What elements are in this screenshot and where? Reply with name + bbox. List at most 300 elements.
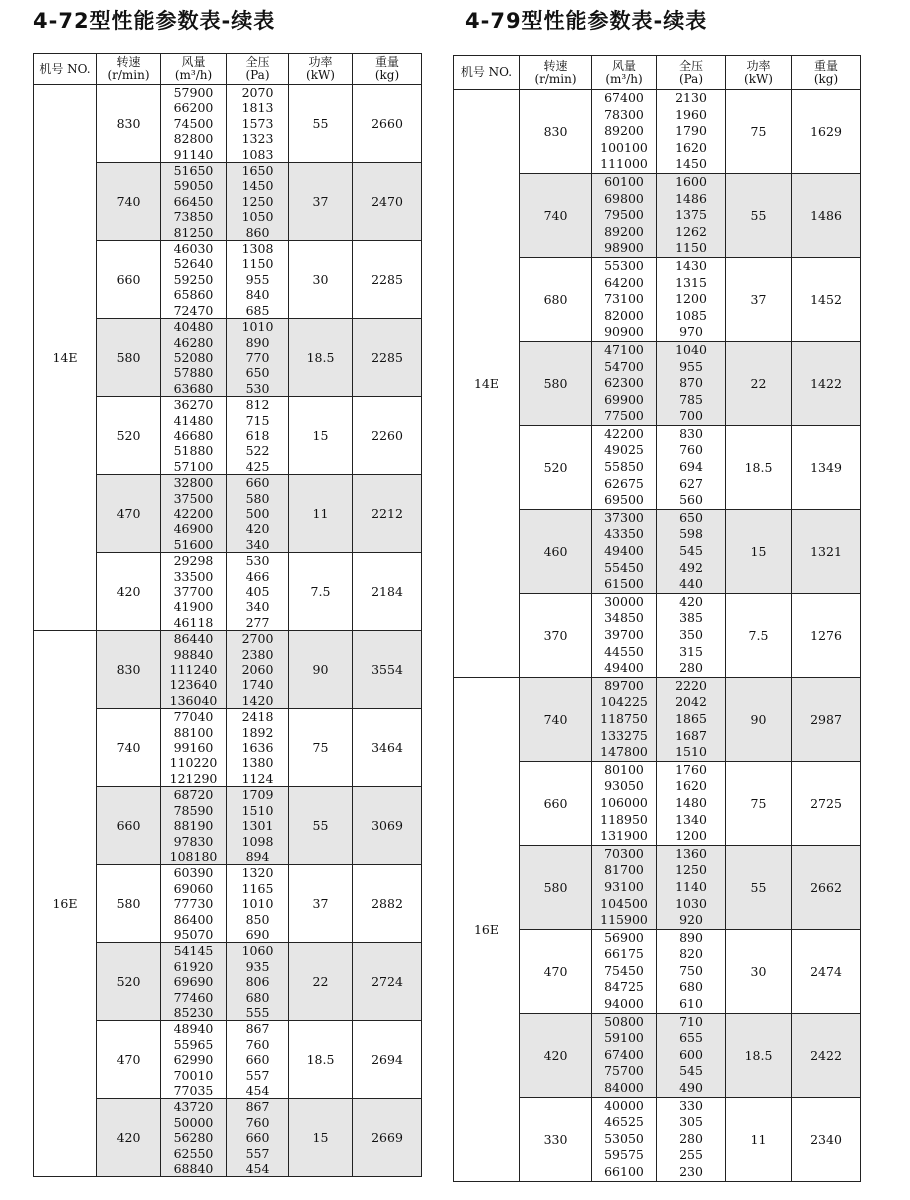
pressure-value: 557 xyxy=(245,1145,270,1161)
pressure-value: 760 xyxy=(245,1114,270,1130)
flow-value: 43720 xyxy=(173,1099,214,1115)
flow-value: 62990 xyxy=(173,1052,214,1068)
pressure-values xyxy=(227,475,289,553)
pressure-value: 935 xyxy=(245,958,270,974)
pressure-values xyxy=(657,845,726,929)
power-cell: 18.5 xyxy=(289,1021,353,1099)
pressure-value: 2380 xyxy=(241,646,274,662)
power-cell: 22 xyxy=(289,943,353,1021)
pressure-value: 890 xyxy=(245,334,270,350)
flow-value: 69690 xyxy=(173,974,214,990)
pressure-values xyxy=(657,425,726,509)
pressure-value: 598 xyxy=(679,526,703,542)
weight-cell: 1452 xyxy=(792,257,861,341)
power-cell: 18.5 xyxy=(726,425,792,509)
header-weight: 重量 (kg) xyxy=(353,54,422,85)
flow-value: 110220 xyxy=(169,755,218,771)
flow-values xyxy=(592,341,657,425)
pressure-value: 1250 xyxy=(675,862,707,878)
flow-value: 68720 xyxy=(173,787,214,803)
pressure-value: 700 xyxy=(679,408,703,424)
pressure-value: 1150 xyxy=(675,240,707,256)
pressure-value: 1420 xyxy=(241,692,274,708)
power-cell: 75 xyxy=(726,90,792,174)
flow-value: 46030 xyxy=(173,241,214,257)
pressure-value: 955 xyxy=(679,358,703,374)
weight-cell: 2882 xyxy=(353,865,422,943)
flow-value: 40000 xyxy=(604,1097,644,1113)
flow-value: 104500 xyxy=(600,895,648,911)
flow-value: 52640 xyxy=(173,256,214,272)
pressure-value: 1865 xyxy=(675,710,707,726)
power-cell: 7.5 xyxy=(726,593,792,677)
pressure-value: 690 xyxy=(245,926,270,942)
pressure-value: 555 xyxy=(245,1004,270,1020)
speed-cell: 460 xyxy=(520,509,592,593)
flow-value: 67400 xyxy=(604,90,644,105)
flow-values xyxy=(161,397,227,475)
flow-value: 61500 xyxy=(604,576,644,592)
pressure-value: 1030 xyxy=(675,895,707,911)
pressure-value: 1315 xyxy=(675,274,707,290)
pressure-value: 1510 xyxy=(241,802,274,818)
pressure-value: 760 xyxy=(245,1036,270,1052)
header-model: 机号 NO. xyxy=(34,54,97,85)
flow-value: 37700 xyxy=(173,584,214,599)
speed-cell: 580 xyxy=(97,865,161,943)
pressure-values xyxy=(657,593,726,677)
flow-value: 88190 xyxy=(173,818,214,834)
pressure-values xyxy=(227,943,289,1021)
pressure-value: 1486 xyxy=(675,190,707,206)
pressure-value: 650 xyxy=(245,365,270,381)
flow-value: 51600 xyxy=(173,536,214,552)
pressure-value: 750 xyxy=(679,962,703,978)
pressure-value: 710 xyxy=(679,1013,703,1029)
table-row xyxy=(454,90,861,174)
pressure-value: 1083 xyxy=(241,146,274,162)
pressure-value: 580 xyxy=(245,490,270,506)
flow-value: 54700 xyxy=(604,358,644,374)
pressure-value: 305 xyxy=(679,1114,703,1130)
speed-cell: 830 xyxy=(97,85,161,163)
pressure-value: 1010 xyxy=(241,896,274,912)
flow-value: 61920 xyxy=(173,958,214,974)
weight-cell: 2212 xyxy=(353,475,422,553)
table-title-4-79: 4-79型性能参数表-续表 xyxy=(465,9,708,33)
pressure-value: 1960 xyxy=(675,106,707,122)
pressure-value: 405 xyxy=(245,584,270,599)
flow-value: 52080 xyxy=(173,349,214,365)
pressure-value: 870 xyxy=(679,375,703,391)
power-cell: 37 xyxy=(726,257,792,341)
speed-cell: 580 xyxy=(520,845,592,929)
pressure-value: 660 xyxy=(245,1052,270,1068)
pressure-value: 1250 xyxy=(241,193,274,209)
flow-value: 68840 xyxy=(173,1161,214,1177)
pressure-value: 1375 xyxy=(675,207,707,223)
pressure-value: 545 xyxy=(679,543,703,559)
pressure-values xyxy=(657,1013,726,1097)
flow-value: 118750 xyxy=(600,710,648,726)
flow-value: 41480 xyxy=(173,412,214,428)
flow-value: 51880 xyxy=(173,443,214,459)
flow-value: 42200 xyxy=(604,425,644,441)
pressure-value: 1098 xyxy=(241,833,274,849)
pressure-value: 1340 xyxy=(675,811,707,827)
pressure-value: 1709 xyxy=(241,787,274,803)
weight-cell: 2470 xyxy=(353,163,422,241)
pressure-value: 500 xyxy=(245,505,270,521)
speed-cell: 470 xyxy=(520,929,592,1013)
flow-values xyxy=(161,709,227,787)
flow-value: 51650 xyxy=(173,163,214,179)
table-title-4-72: 4-72型性能参数表-续表 xyxy=(33,9,276,33)
power-cell: 75 xyxy=(289,709,353,787)
header-flow: 风量 (m³/h) xyxy=(592,56,657,90)
weight-cell: 3464 xyxy=(353,709,422,787)
flow-value: 46118 xyxy=(173,614,214,630)
flow-value: 57880 xyxy=(173,365,214,381)
pressure-value: 1760 xyxy=(675,761,707,777)
flow-value: 77040 xyxy=(173,709,214,725)
flow-value: 79500 xyxy=(604,207,644,223)
power-cell: 55 xyxy=(726,173,792,257)
pressure-value: 492 xyxy=(679,559,703,575)
header-weight: 重量 (kg) xyxy=(792,56,861,90)
table-row xyxy=(454,677,861,761)
weight-cell: 2694 xyxy=(353,1021,422,1099)
flow-value: 70010 xyxy=(173,1067,214,1083)
pressure-value: 530 xyxy=(245,553,270,569)
pressure-value: 830 xyxy=(679,425,703,441)
power-cell: 55 xyxy=(289,787,353,865)
flow-value: 56280 xyxy=(173,1130,214,1146)
pressure-value: 820 xyxy=(679,946,703,962)
pressure-value: 660 xyxy=(245,1130,270,1146)
pressure-values xyxy=(657,929,726,1013)
flow-value: 78590 xyxy=(173,802,214,818)
weight-cell: 2422 xyxy=(792,1013,861,1097)
pressure-value: 1320 xyxy=(241,865,274,881)
speed-cell: 740 xyxy=(520,677,592,761)
pressure-value: 1636 xyxy=(241,740,274,756)
pressure-value: 1740 xyxy=(241,677,274,693)
flow-value: 59575 xyxy=(604,1147,644,1163)
spec-table-4-72 xyxy=(33,53,422,1177)
weight-cell: 1349 xyxy=(792,425,861,509)
flow-value: 131900 xyxy=(600,828,648,844)
weight-cell: 2724 xyxy=(353,943,422,1021)
pressure-value: 1892 xyxy=(241,724,274,740)
flow-values xyxy=(592,509,657,593)
speed-cell: 520 xyxy=(97,943,161,1021)
pressure-value: 1124 xyxy=(241,770,274,786)
flow-value: 60100 xyxy=(604,173,644,189)
flow-value: 133275 xyxy=(600,727,648,743)
flow-value: 136040 xyxy=(169,692,218,708)
flow-value: 121290 xyxy=(169,770,218,786)
pressure-value: 685 xyxy=(245,302,270,318)
flow-value: 69900 xyxy=(604,391,644,407)
header-pressure: 全压 (Pa) xyxy=(227,54,289,85)
speed-cell: 520 xyxy=(520,425,592,509)
flow-value: 50800 xyxy=(604,1013,644,1029)
pressure-value: 385 xyxy=(679,610,703,626)
pressure-value: 655 xyxy=(679,1030,703,1046)
pressure-values xyxy=(227,241,289,319)
weight-cell: 2340 xyxy=(792,1097,861,1181)
flow-value: 80100 xyxy=(604,761,644,777)
flow-value: 73100 xyxy=(604,291,644,307)
pressure-value: 1380 xyxy=(241,755,274,771)
pressure-value: 812 xyxy=(245,397,270,413)
flow-value: 55965 xyxy=(173,1036,214,1052)
flow-value: 49025 xyxy=(604,442,644,458)
pressure-value: 1620 xyxy=(675,139,707,155)
flow-values xyxy=(592,677,657,761)
pressure-values xyxy=(657,257,726,341)
pressure-value: 2042 xyxy=(675,694,707,710)
speed-cell: 420 xyxy=(97,553,161,631)
flow-value: 77500 xyxy=(604,408,644,424)
flow-value: 75450 xyxy=(604,962,644,978)
weight-cell: 1629 xyxy=(792,90,861,174)
model-cell: 14E xyxy=(34,85,97,631)
power-cell: 30 xyxy=(289,241,353,319)
flow-value: 50000 xyxy=(173,1114,214,1130)
flow-value: 55450 xyxy=(604,559,644,575)
pressure-value: 255 xyxy=(679,1147,703,1163)
pressure-value: 694 xyxy=(679,459,703,475)
flow-values xyxy=(592,425,657,509)
header-speed: 转速 (r/min) xyxy=(97,54,161,85)
flow-value: 90900 xyxy=(604,324,644,340)
pressure-values xyxy=(657,90,726,174)
weight-cell: 1486 xyxy=(792,173,861,257)
pressure-values xyxy=(657,341,726,425)
pressure-value: 1308 xyxy=(241,241,274,257)
flow-value: 81700 xyxy=(604,862,644,878)
pressure-value: 894 xyxy=(245,848,270,864)
pressure-values xyxy=(227,1021,289,1099)
speed-cell: 830 xyxy=(520,90,592,174)
speed-cell: 660 xyxy=(97,241,161,319)
pressure-value: 1450 xyxy=(241,178,274,194)
pressure-value: 1140 xyxy=(675,878,707,894)
flow-values xyxy=(161,943,227,1021)
flow-value: 100100 xyxy=(600,139,648,155)
model-cell: 16E xyxy=(34,631,97,1177)
speed-cell: 740 xyxy=(520,173,592,257)
flow-value: 75700 xyxy=(604,1063,644,1079)
flow-value: 82000 xyxy=(604,307,644,323)
pressure-value: 277 xyxy=(245,614,270,630)
flow-values xyxy=(592,845,657,929)
table-body xyxy=(454,90,861,1182)
flow-values xyxy=(592,761,657,845)
pressure-value: 650 xyxy=(679,509,703,525)
flow-value: 72470 xyxy=(173,302,214,318)
flow-value: 55850 xyxy=(604,459,644,475)
flow-value: 46525 xyxy=(604,1114,644,1130)
pressure-value: 1085 xyxy=(675,307,707,323)
flow-values xyxy=(592,257,657,341)
flow-value: 66200 xyxy=(173,100,214,116)
flow-value: 69060 xyxy=(173,880,214,896)
pressure-value: 330 xyxy=(679,1097,703,1113)
pressure-value: 840 xyxy=(245,287,270,303)
speed-cell: 420 xyxy=(97,1099,161,1177)
weight-cell: 2669 xyxy=(353,1099,422,1177)
weight-cell: 1321 xyxy=(792,509,861,593)
pressure-values xyxy=(227,163,289,241)
model-cell: 16E xyxy=(454,677,520,1181)
pressure-value: 1687 xyxy=(675,727,707,743)
pressure-values xyxy=(657,677,726,761)
flow-value: 59100 xyxy=(604,1030,644,1046)
flow-value: 67400 xyxy=(604,1046,644,1062)
pressure-value: 680 xyxy=(245,989,270,1005)
flow-values xyxy=(161,241,227,319)
pressure-values xyxy=(657,173,726,257)
pressure-value: 2060 xyxy=(241,662,274,678)
flow-value: 108180 xyxy=(169,848,218,864)
pressure-value: 340 xyxy=(245,536,270,552)
flow-value: 147800 xyxy=(600,744,648,760)
flow-value: 49400 xyxy=(604,660,644,676)
flow-values xyxy=(592,593,657,677)
flow-values xyxy=(592,1097,657,1181)
pressure-value: 440 xyxy=(679,576,703,592)
flow-value: 93050 xyxy=(604,778,644,794)
weight-cell: 1276 xyxy=(792,593,861,677)
flow-value: 99160 xyxy=(173,740,214,756)
flow-value: 64200 xyxy=(604,274,644,290)
pressure-value: 1323 xyxy=(241,131,274,147)
flow-values xyxy=(161,1021,227,1099)
pressure-value: 522 xyxy=(245,443,270,459)
flow-value: 48940 xyxy=(173,1021,214,1037)
weight-cell: 3069 xyxy=(353,787,422,865)
pressure-value: 618 xyxy=(245,427,270,443)
speed-cell: 830 xyxy=(97,631,161,709)
speed-cell: 580 xyxy=(97,319,161,397)
flow-value: 57900 xyxy=(173,85,214,100)
pressure-value: 530 xyxy=(245,380,270,396)
speed-cell: 580 xyxy=(520,341,592,425)
pressure-value: 454 xyxy=(245,1083,270,1098)
pressure-value: 2130 xyxy=(675,90,707,105)
pressure-value: 1430 xyxy=(675,257,707,273)
speed-cell: 420 xyxy=(520,1013,592,1097)
pressure-value: 1165 xyxy=(241,880,274,896)
pressure-value: 760 xyxy=(679,442,703,458)
weight-cell: 2474 xyxy=(792,929,861,1013)
flow-value: 44550 xyxy=(604,643,644,659)
weight-cell: 1422 xyxy=(792,341,861,425)
flow-value: 59250 xyxy=(173,271,214,287)
pressure-value: 454 xyxy=(245,1161,270,1177)
flow-value: 84725 xyxy=(604,979,644,995)
pressure-value: 466 xyxy=(245,568,270,584)
flow-value: 30000 xyxy=(604,593,644,609)
power-cell: 37 xyxy=(289,163,353,241)
flow-values xyxy=(592,90,657,174)
power-cell: 30 xyxy=(726,929,792,1013)
pressure-value: 2418 xyxy=(241,709,274,725)
pressure-value: 1813 xyxy=(241,100,274,116)
pressure-value: 970 xyxy=(679,324,703,340)
pressure-value: 1620 xyxy=(675,778,707,794)
pressure-value: 490 xyxy=(679,1080,703,1096)
pressure-value: 806 xyxy=(245,974,270,990)
flow-value: 85230 xyxy=(173,1004,214,1020)
pressure-value: 680 xyxy=(679,979,703,995)
flow-value: 123640 xyxy=(169,677,218,693)
flow-value: 111240 xyxy=(169,662,218,678)
flow-values xyxy=(592,929,657,1013)
pressure-value: 867 xyxy=(245,1021,270,1037)
flow-values xyxy=(161,787,227,865)
pressure-value: 1050 xyxy=(241,209,274,225)
flow-value: 89700 xyxy=(604,677,644,693)
flow-value: 78300 xyxy=(604,106,644,122)
pressure-value: 627 xyxy=(679,475,703,491)
pressure-value: 545 xyxy=(679,1063,703,1079)
flow-value: 43350 xyxy=(604,526,644,542)
flow-value: 54145 xyxy=(173,943,214,959)
pressure-value: 1480 xyxy=(675,794,707,810)
pressure-value: 280 xyxy=(679,660,703,676)
pressure-value: 230 xyxy=(679,1164,703,1179)
pressure-value: 2070 xyxy=(241,85,274,100)
pressure-value: 610 xyxy=(679,996,703,1012)
pressure-value: 560 xyxy=(679,492,703,508)
flow-value: 47100 xyxy=(604,341,644,357)
pressure-value: 860 xyxy=(245,224,270,240)
power-cell: 90 xyxy=(289,631,353,709)
power-cell: 15 xyxy=(289,397,353,475)
flow-value: 77730 xyxy=(173,896,214,912)
pressure-value: 1262 xyxy=(675,223,707,239)
flow-value: 56900 xyxy=(604,929,644,945)
flow-value: 34850 xyxy=(604,610,644,626)
power-cell: 18.5 xyxy=(726,1013,792,1097)
pressure-values xyxy=(227,319,289,397)
weight-cell: 2725 xyxy=(792,761,861,845)
flow-value: 37500 xyxy=(173,490,214,506)
pressure-value: 1600 xyxy=(675,173,707,189)
flow-value: 98840 xyxy=(173,646,214,662)
pressure-value: 2700 xyxy=(241,631,274,647)
flow-value: 104225 xyxy=(600,694,648,710)
header-pressure: 全压 (Pa) xyxy=(657,56,726,90)
speed-cell: 370 xyxy=(520,593,592,677)
flow-value: 66450 xyxy=(173,193,214,209)
flow-value: 40480 xyxy=(173,319,214,335)
flow-value: 62550 xyxy=(173,1145,214,1161)
flow-value: 84000 xyxy=(604,1080,644,1096)
pressure-values xyxy=(657,509,726,593)
pressure-value: 1301 xyxy=(241,818,274,834)
power-cell: 90 xyxy=(726,677,792,761)
speed-cell: 740 xyxy=(97,163,161,241)
pressure-value: 340 xyxy=(245,599,270,615)
flow-value: 89200 xyxy=(604,223,644,239)
power-cell: 55 xyxy=(289,85,353,163)
flow-values xyxy=(161,865,227,943)
